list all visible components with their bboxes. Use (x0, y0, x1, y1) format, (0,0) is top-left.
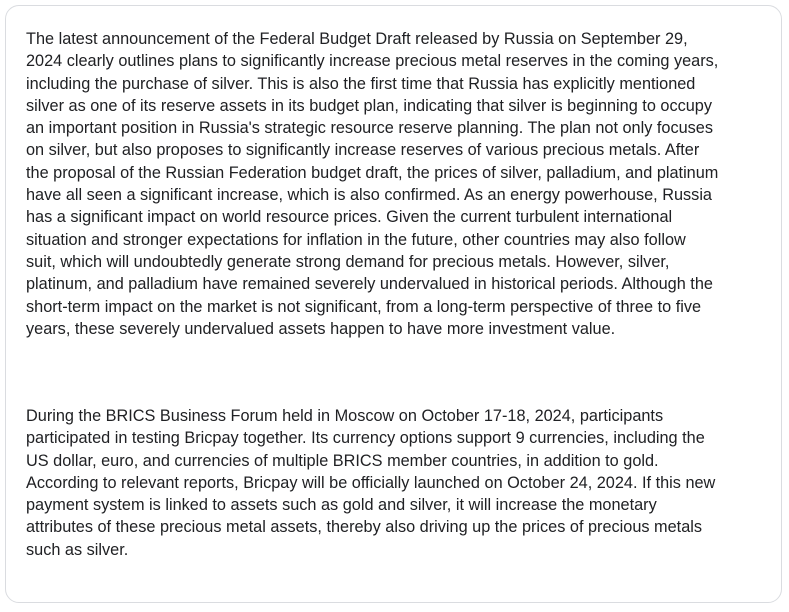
text-line: on silver, but also proposes to significantly increase reserves of various precious metals. After (26, 141, 700, 160)
text-line: has a significant impact on world resource prices. Given the current turbulent international (26, 208, 673, 227)
text-line: including the purchase of silver. This is also the first time that Russia has explicitly mentioned (26, 74, 696, 93)
text-line: years, these severely undervalued assets happen to have more investment value. (26, 319, 616, 338)
text-line: an important position in Russia's strategic resource reserve planning. The plan not only focuses (26, 119, 713, 138)
text-line: The latest announcement of the Federal Budget Draft released by Russia on September 29, (26, 30, 688, 48)
text-line: 2024 clearly outlines plans to significantly increase precious metal reserves in the coming years, (26, 52, 719, 71)
text-line: such as silver. (26, 540, 129, 559)
text-line: the proposal of the Russian Federation budget draft, the prices of silver, palladium, and platinum (26, 163, 719, 182)
paragraph-2 (26, 405, 768, 561)
text-line: short-term impact on the market is not significant, from a long-term perspective of three to five (26, 297, 702, 316)
text-line: platinum, and palladium have remained severely undervalued in historical periods. Although the (26, 275, 713, 294)
text-line: situation and stronger expectations for inflation in the future, other countries may also follow (26, 230, 686, 249)
text-line: silver as one of its reserve assets in its budget plan, indicating that silver is beginning to occupy (26, 96, 712, 115)
text-line: payment system is linked to assets such as gold and silver, it will increase the monetary (26, 496, 657, 515)
text-line: During the BRICS Business Forum held in Moscow on October 17-18, 2024, participants (26, 407, 664, 425)
paragraph-1 (26, 28, 768, 340)
text-line: suit, which will undoubtedly generate strong demand for precious metals. However, silver, (26, 252, 670, 271)
text-line: attributes of these precious metal assets, thereby also driving up the prices of precious metals (26, 518, 703, 537)
text-line: US dollar, euro, and currencies of multiple BRICS member countries, in addition to gold. (26, 451, 659, 470)
text-line: participated in testing Bricpay together. Its currency options support 9 currencies, including the (26, 429, 705, 448)
text-line: According to relevant reports, Bricpay will be officially launched on October 24, 2024. If this new (26, 473, 716, 492)
text-line: have all seen a significant increase, which is also confirmed. As an energy powerhouse, Russia (26, 186, 712, 205)
text-card (5, 5, 782, 603)
